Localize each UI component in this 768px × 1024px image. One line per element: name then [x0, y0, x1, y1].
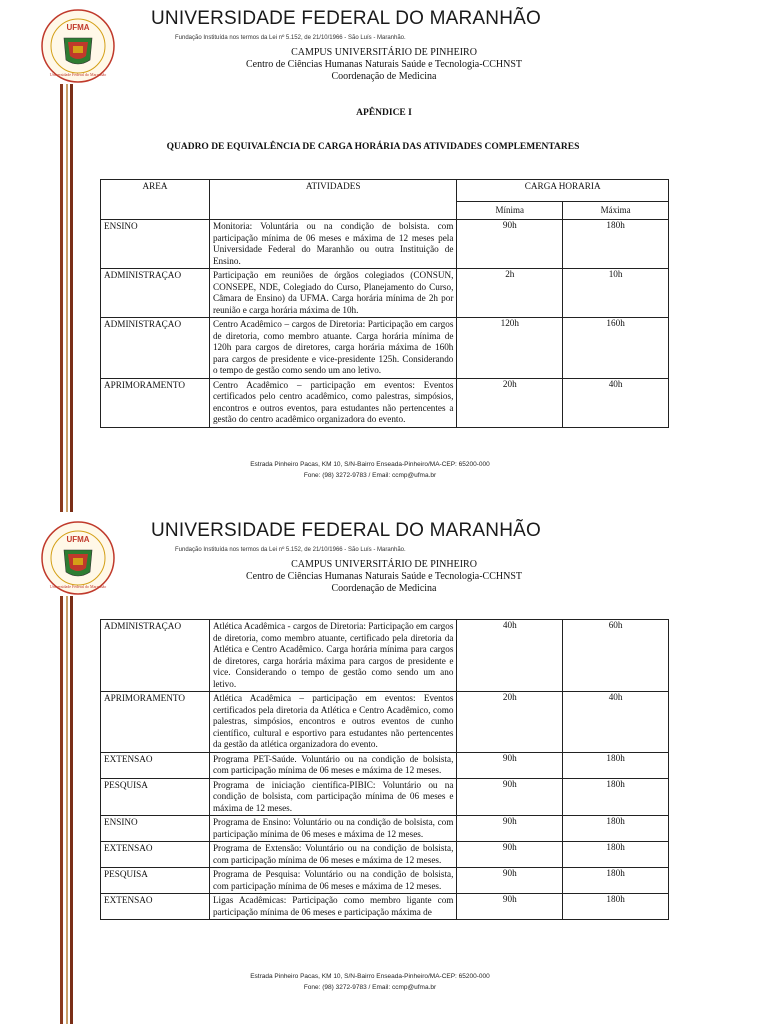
table-row [101, 378, 669, 427]
table-row [101, 778, 669, 816]
campus-block [0, 559, 768, 595]
row-max: 180h [563, 816, 669, 842]
row-max: 180h [563, 894, 669, 920]
campus-block [0, 47, 768, 83]
row-activity: Programa de Extensão: Voluntário ou na condição de bolsista, com participação mínima de 06 meses e máxima de 12 meses. [209, 842, 457, 868]
row-area: APRIMORAMENTO [101, 378, 210, 427]
row-max: 180h [563, 842, 669, 868]
row-min: 90h [457, 842, 563, 868]
row-max: 180h [563, 220, 669, 269]
campus-name: CAMPUS UNIVERSITÁRIO DE PINHEIRO [291, 559, 477, 570]
table-row [101, 318, 669, 379]
row-min: 2h [457, 269, 563, 318]
table-row [101, 842, 669, 868]
footer-contact: Fone: (98) 3272-9783 / Email: ccmp@ufma.br [303, 472, 437, 479]
table-row [101, 816, 669, 842]
header-workload: CARGA HORARIA [457, 180, 669, 202]
row-area: PESQUISA [101, 868, 210, 894]
page-footer [0, 459, 740, 481]
workload-table-page-1 [100, 179, 669, 428]
header-activities: ATIVIDADES [209, 180, 456, 220]
row-min: 90h [457, 868, 563, 894]
table-row [101, 894, 669, 920]
table-row [101, 269, 669, 318]
row-area: EXTENSAO [101, 894, 210, 920]
appendix-label: APÊNDICE I [356, 108, 412, 118]
row-min: 90h [457, 778, 563, 816]
row-min: 90h [457, 816, 563, 842]
row-area: EXTENSAO [101, 752, 210, 778]
footer-contact: Fone: (98) 3272-9783 / Email: ccmp@ufma.br [303, 984, 437, 991]
svg-text:UFMA: UFMA [66, 535, 90, 544]
header-min: Mínima [457, 202, 563, 220]
row-activity: Programa de Ensino: Voluntário ou na condição de bolsista, com participação mínima de 06 meses e máxima de 12 meses. [209, 816, 457, 842]
row-activity: Monitoria: Voluntária ou na condição de bolsista. com participação mínima de 06 meses e máxima de 12 meses pela Universidade Federal do Maranhão ou outra Instituição de Ensino. [209, 220, 456, 269]
row-max: 180h [563, 778, 669, 816]
table-row [101, 620, 669, 692]
footer-address: Estrada Pinheiro Pacas, KM 10, S/N-Bairro Enseada-Pinheiro/MA-CEP: 65200-000 [250, 461, 490, 468]
row-max: 40h [563, 378, 669, 427]
row-min: 90h [457, 894, 563, 920]
row-activity: Participação em reuniões de órgãos colegiados (CONSUN, CONSEPE, NDE, Colegiado do Curso, Planejamento do Curso, Câmara de Ensino) da UFMA. Carga horária mínima de 2h por reunião e carga horária máxima de 10h. [209, 269, 456, 318]
row-area: ADMINISTRAÇAO [101, 269, 210, 318]
row-min: 40h [457, 620, 563, 692]
footer-address: Estrada Pinheiro Pacas, KM 10, S/N-Bairro Enseada-Pinheiro/MA-CEP: 65200-000 [250, 973, 490, 980]
page-footer [0, 971, 740, 993]
svg-text:Universidade Federal do Maranh: Universidade Federal do Maranhão [49, 584, 107, 589]
row-area: ADMINISTRAÇAO [101, 620, 210, 692]
table-row [101, 868, 669, 894]
row-activity: Atlética Acadêmica – participação em eventos: Eventos certificados pela diretoria da Atlética e Centro Acadêmico, como palestras, simpósios, encontros e outros eventos de cunho científico, cultural e esportivo para estudantes não pertencentes da gestão da atlética organizadora do evento. [209, 692, 457, 753]
row-max: 180h [563, 868, 669, 894]
svg-text:UFMA: UFMA [66, 23, 90, 32]
row-max: 60h [563, 620, 669, 692]
university-name: UNIVERSIDADE FEDERAL DO MARANHÃO [151, 520, 541, 541]
table-row [101, 692, 669, 753]
foundation-note: Fundação Instituída nos termos da Lei nº 5.152, de 21/10/1966 - São Luís - Maranhão. [175, 35, 406, 41]
row-activity: Atlética Acadêmica - cargos de Diretoria: Participação em cargos de diretoria, como membro atuante, certificado pela diretoria da Atlética e Centro Acadêmico. Carga horária mínima para cargos de diretores, carga horária máxima para cargos de presidente e vice. Considerando o tempo de gestão como sendo um ano letivo. [209, 620, 457, 692]
header-area: AREA [101, 180, 210, 220]
foundation-note: Fundação Instituída nos termos da Lei nº 5.152, de 21/10/1966 - São Luís - Maranhão. [175, 547, 406, 553]
row-area: ADMINISTRAÇAO [101, 318, 210, 379]
document-page-2 [0, 512, 768, 1024]
row-area: EXTENSAO [101, 842, 210, 868]
workload-table-page-2 [100, 619, 669, 920]
svg-text:Universidade Federal do Maranh: Universidade Federal do Maranhão [49, 72, 107, 77]
row-max: 160h [563, 318, 669, 379]
table-row [101, 220, 669, 269]
row-max: 10h [563, 269, 669, 318]
row-activity: Centro Acadêmico – cargos de Diretoria: Participação em cargos de diretoria, como membro atuante. Carga horária mínima de 120h para cargos de diretores, carga horária máxima de 160h para cargos de presidente e vice-presidente 125h. Considerando o tempo de gestão como sendo um ano letivo. [209, 318, 456, 379]
coordination-name: Coordenação de Medicina [331, 583, 437, 594]
row-area: ENSINO [101, 220, 210, 269]
row-area: PESQUISA [101, 778, 210, 816]
center-name: Centro de Ciências Humanas Naturais Saúde e Tecnologia-CCHNST [246, 59, 522, 70]
row-activity: Programa de Pesquisa: Voluntário ou na condição de bolsista, com participação mínima de 06 meses e máxima de 12 meses. [209, 868, 457, 894]
decorative-stripes [60, 596, 76, 1024]
row-activity: Programa de iniciação científica-PIBIC: Voluntário ou na condição de bolsista, com participação mínima de 06 meses e máxima de 12 meses. [209, 778, 457, 816]
row-min: 20h [457, 378, 563, 427]
row-min: 90h [457, 220, 563, 269]
university-name: UNIVERSIDADE FEDERAL DO MARANHÃO [151, 8, 541, 29]
row-max: 180h [563, 752, 669, 778]
document-title: QUADRO DE EQUIVALÊNCIA DE CARGA HORÁRIA DAS ATIVIDADES COMPLEMENTARES [166, 142, 580, 152]
row-area: ENSINO [101, 816, 210, 842]
table-row [101, 752, 669, 778]
row-min: 90h [457, 752, 563, 778]
row-min: 120h [457, 318, 563, 379]
row-activity: Centro Acadêmico – participação em eventos: Eventos certificados pelo centro acadêmico, como palestras, simpósios, encontros e outros eventos, para estudantes não pertencentes a gestão do centro acadêmico organizadora do evento. [209, 378, 456, 427]
center-name: Centro de Ciências Humanas Naturais Saúde e Tecnologia-CCHNST [246, 571, 522, 582]
campus-name: CAMPUS UNIVERSITÁRIO DE PINHEIRO [291, 47, 477, 58]
row-max: 40h [563, 692, 669, 753]
row-activity: Programa PET-Saúde. Voluntário ou na condição de bolsista, com participação mínima de 06 meses e máxima de 12 meses. [209, 752, 457, 778]
coordination-name: Coordenação de Medicina [331, 71, 437, 82]
row-min: 20h [457, 692, 563, 753]
row-area: APRIMORAMENTO [101, 692, 210, 753]
header-max: Máxima [563, 202, 669, 220]
row-activity: Ligas Acadêmicas: Participação como membro ligante com participação mínima de 06 meses e participação máxima de [209, 894, 457, 920]
